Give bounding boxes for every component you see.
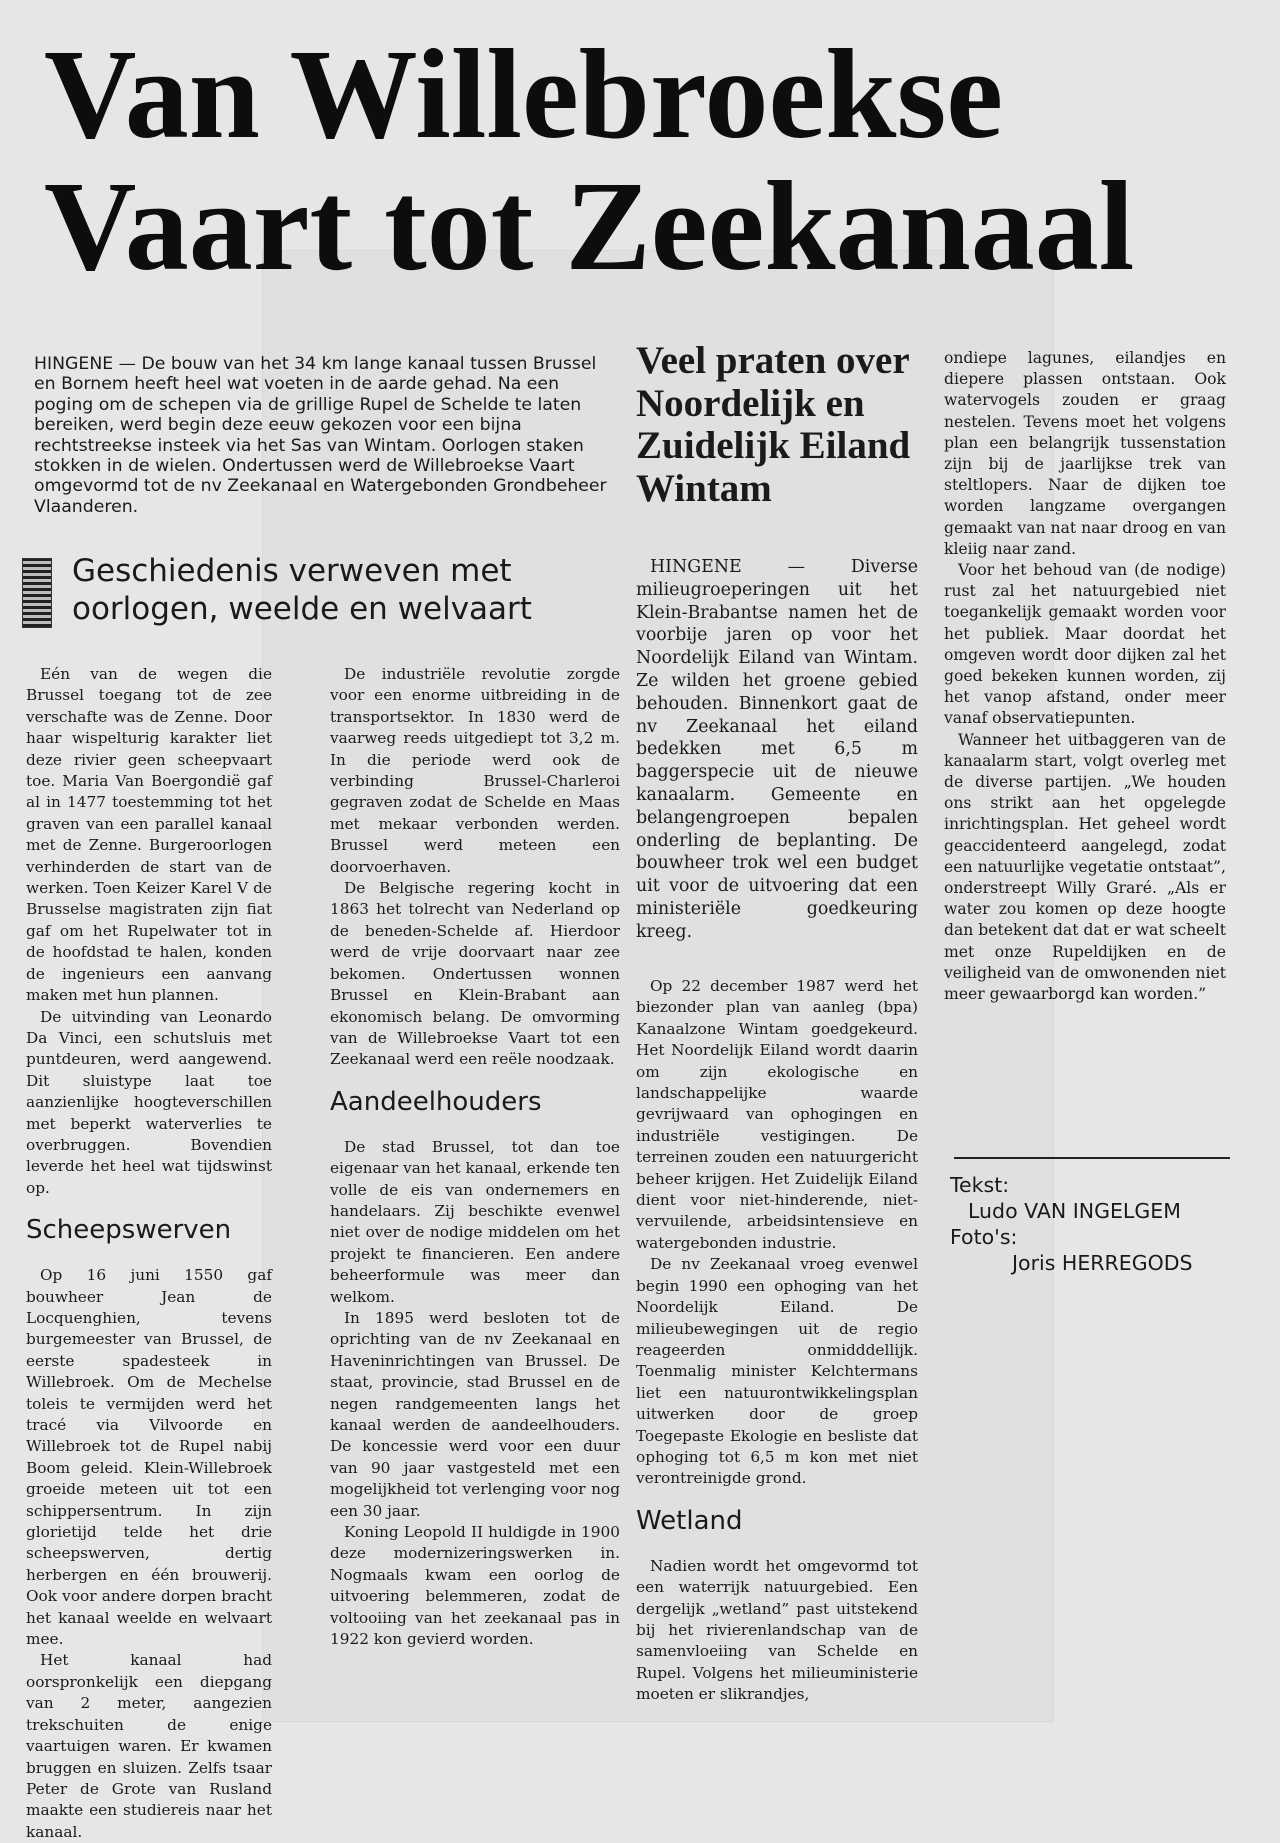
column-2 [330,664,620,1650]
col3-paragraph-2: Op 22 december 1987 werd het biezonder plan van aanleg (bpa) Kanaalzone Wintam goedgekeurd. Het Noordelijk Eiland wordt daarin om zijn ekologische en landschappelijke waarde gevrijwaard van ophogingen en industriële vestigingen. De terreinen zouden een natuurgericht beheer krijgen. Het Zuidelijk Eiland dient voor niet-hinderende, niet-vervuilende, arbeidsintensieve en watergebonden industrie. [636,977,918,1252]
credits-fotos-name: Joris HERREGODS [1012,1251,1193,1275]
col3-paragraph-4: Nadien wordt het omgevormd tot een waterrijk natuurgebied. Een dergelijk „wetland” past uitstekend bij het rivierenlandschap van de samenvloeiing van Schelde en Rupel. Volgens het milieuministerie moeten er slikrandjes, [636,1556,918,1704]
intro-paragraph: HINGENE — De bouw van het 34 km lange kanaal tussen Brussel en Bornem heeft heel wat voeten in de aarde gehad. Na een poging om de schepen via de grillige Rupel de Schelde te laten bereiken, werd begin deze eeuw gekozen voor een bijna rechtstreekse insteek via het Sas van Wintam. Oorlogen staken stokken in de wielen. Ondertussen werd de Willebroekse Vaart omgevormd tot de nv Zeekanaal en Watergebonden Grondbeheer Vlaanderen. [34,354,607,517]
heading-wetland: Wetland [636,1505,743,1536]
subhead-line-1: Geschiedenis verweven met [72,553,512,589]
col1-paragraph-2: De uitvinding van Leonardo Da Vinci, een schutsluis met puntdeuren, werd aangewend. Dit sluistype laat toe aanzienlijke hoogteverschillen met beperkt waterverlies te overbruggen. Bovendien leverde het heel wat tijdswinst op. [26,1007,272,1197]
column-3-bottom [636,976,918,1706]
col4-paragraph-1: ondiepe lagunes, eilandjes en diepere plassen ontstaan. Ook watervogels zouden er graag nestelen. Tevens moet het volgens plan een belangrijk tussenstation zijn bij de jaarlijkse trek van steltlopers. Naar de dijken toe worden langzame overgangen gemaakt van nat naar droog en van kleiig naar zand. [944,349,1226,558]
section-subhead [22,552,622,642]
headline-line-2: Vaart tot Zeekanaal [44,155,1135,297]
column-1 [26,664,272,1843]
subhead-line-2: oorlogen, weelde en welvaart [72,591,532,627]
col2-paragraph-1: De industriële revolutie zorgde voor een enorme uitbreiding in de transportsektor. In 1830 werd de vaarweg reeds uitgediept tot 3,2 m. In die periode werd ook de verbinding Brussel-Charleroi gegraven zodat de Schelde en Maas met mekaar verbonden werden. Brussel werd meteen een doorvoerhaven. [330,665,620,876]
credits-tekst-name: Ludo VAN INGELGEM [968,1199,1181,1223]
credits-tekst-label: Tekst: [950,1173,1010,1197]
col2-paragraph-3: De stad Brussel, tot dan toe eigenaar van het kanaal, erkende ten volle de eis van ondernemers en handelaars. Zij beschikte evenwel niet over de nodige middelen om het projekt te financieren. Een andere beheerformule was meer dan welkom. [330,1137,620,1306]
col1-paragraph-1: Eén van de wegen die Brussel toegang tot de zee verschafte was de Zenne. Door haar wispelturig karakter liet deze rivier geen scheepvaart toe. Maria Van Boergondië gaf al in 1477 toestemming tot het graven van een parallel kanaal met de Zenne. Burgeroorlogen verhinderden de start van de werken. Toen Keizer Karel V de Brusselse magistraten zijn fiat gaf om het Rupelwater tot in de hoofdstad te halen, konden de ingenieurs een aanvang maken met hun plannen. [26,665,272,1005]
heading-aandeelhouders: Aandeelhouders [330,1086,542,1117]
barcode-icon [22,558,52,628]
col4-paragraph-3: Wanneer het uitbaggeren van de kanaalarm start, volgt overleg met de diverse partijen. „We houden ons strikt aan het opgelegde inrichtingsplan. Het geheel wordt geaccidenteerd aangelegd, zodat een natuurlijke vegetatie ontstaat”, onderstreept Willy Graré. „Als er water zou komen op deze hoogte dan betekent dat dat er wat scheelt met onze Rupeldijken en de veiligheid van de omwonenden niet meer gewaarborgd kan worden.” [944,730,1226,1004]
col2-paragraph-4: In 1895 werd besloten tot de oprichting van de nv Zeekanaal en Haveninrichtingen van Brussel. De staat, provincie, stad Brussel en de negen randgemeenten langs het kanaal werden de aandeelhouders. De koncessie werd voor een duur van 90 jaar vastgesteld met een mogelijkheid tot verlenging voor nog een 30 jaar. [330,1308,620,1520]
headline-line-1: Van Willebroekse [44,23,1004,165]
credits [950,1172,1240,1276]
col1-paragraph-4: Het kanaal had oorspronkelijk een diepgang van 2 meter, aangezien trekschuiten de enige vaartuigen waren. Er kwamen bruggen en sluizen. Zelfs tsaar Peter de Grote van Rusland maakte een studiereis naar het kanaal. [26,1651,272,1841]
heading-scheepswerven: Scheepswerven [26,1215,232,1246]
col4-paragraph-2: Voor het behoud van (de nodige) rust zal het natuurgebied niet toegankelijk gemaakt worden voor het publiek. Maar doordat het omgeven wordt door dijken zal het goed bekeken kunnen worden, zij het vanop afstand, onder meer vanaf observatiepunten. [944,561,1226,728]
article-2-headline: Veel praten over Noordelijk en Zuidelijk Eiland Wintam [636,339,911,510]
col3-paragraph-1: HINGENE — Diverse milieugroeperingen uit het Klein-Brabantse namen het de voorbije jaren op voor het Noordelijk Eiland van Wintam. Ze wilden het groene gebied behouden. Binnenkort gaat de nv Zeekanaal het eiland bedekken met 6,5 m baggerspecie uit de nieuwe kanaalarm. Gemeente en belangengroepen bepalen onderling de beplanting. De bouwheer trok wel een budget uit voor de uitvoering dat een ministeriële goedkeuring kreeg. [636,557,918,942]
credits-divider [954,1157,1230,1159]
col3-paragraph-3: De nv Zeekanaal vroeg evenwel begin 1990 een ophoging van het Noordelijk Eiland. De milieubewegingen uit de regio reageerden onmidddellijk. Toenmalig minister Kelchtermans liet een natuurontwikkelingsplan uitwerken door de groep Toegepaste Ekologie en besliste dat ophoging tot 6,5 m kon met niet verontreinigde grond. [636,1255,918,1488]
headline [44,23,1274,297]
column-3-top [636,556,918,944]
col2-paragraph-2: De Belgische regering kocht in 1863 het tolrecht van Nederland op de beneden-Schelde af. Hierdoor werd de vrije doorvaart naar zee bekomen. Ondertussen wonnen Brussel en Klein-Brabant aan ekonomisch belang. De omvorming van de Willebroekse Vaart tot een Zeekanaal werd een reële noodzaak. [330,879,620,1069]
column-4 [944,348,1226,1005]
credits-fotos-label: Foto's: [950,1225,1018,1249]
col1-paragraph-3: Op 16 juni 1550 gaf bouwheer Jean de Locquenghien, tevens burgemeester van Brussel, de eerste spadesteek in Willebroek. Om de Mechelse toleis te vermijden werd het tracé via Vilvoorde en Willebroek tot de Rupel nabij Boom geleid. Klein-Willebroek groeide meteen uit tot een schippersentrum. In zijn glorietijd telde het drie scheepswerven, dertig herbergen en één brouwerij. Ook voor andere dorpen bracht het kanaal weelde en welvaart mee. [26,1266,272,1649]
col2-paragraph-5: Koning Leopold II huldigde in 1900 deze modernizeringswerken in. Nogmaals kwam een oorlog de uitvoering belemmeren, zodat de voltooiing van het zeekanaal pas in 1922 kon gevierd worden. [330,1523,620,1649]
